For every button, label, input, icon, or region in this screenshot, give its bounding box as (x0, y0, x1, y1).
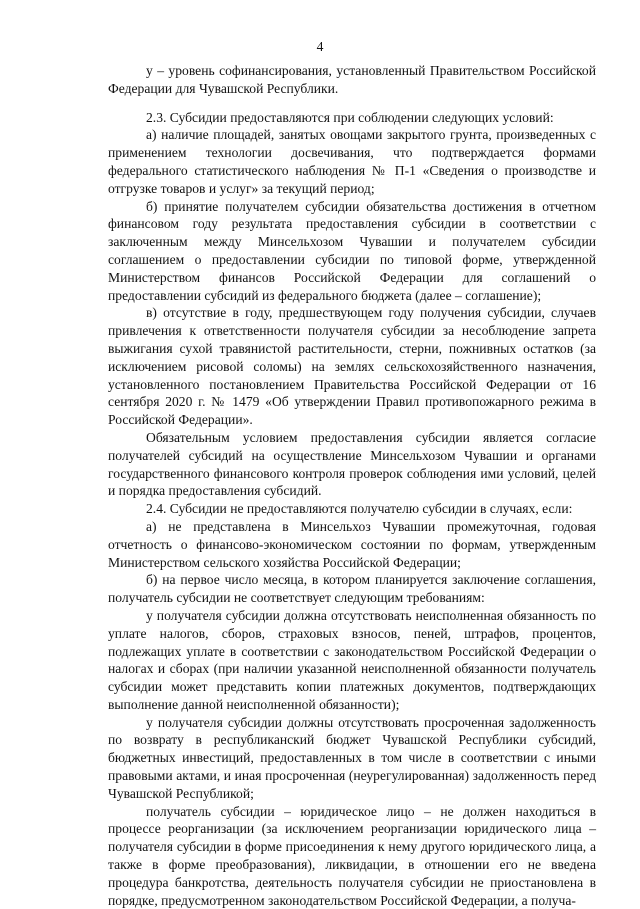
paragraph-2-3-a: а) наличие площадей, занятых овощами закрытого грунта, произведенных с применением технологии досвечивания, что подтверждается формами федерального статистического наблюдения № П-1 «Сведения о производстве и отгрузке товаров и услуг» за текущий период; (108, 127, 596, 196)
paragraph-2-3-v: в) отсутствие в году, предшествующем году получения субсидии, случаев привлечения к ответственности получателя субсидии за несоблюдение запрета выжигания сухой травянистой растительности, стерни, пожнивных остатков (за исключением рисовой соломы) на землях сельскохозяйственного назначения, установленного постановлением Правительства Российской Федерации от 16 сентября 2020 г. № 1479 «Об утверждении Правил противопожарного режима в Российской Федерации». (108, 305, 596, 428)
paragraph-tax-arrears: у получателя субсидии должна отсутствовать неисполненная обязанность по уплате налогов, сборов, страховых взносов, пеней, штрафов, процентов, подлежащих уплате в соответствии с законодательством Российской Федерации о налогах и сборах (при наличии указанной неисполненной обязанности получатель субсидии может представить копии платежных документов, подтверждающих выполнение данной неисполненной обязанности); (108, 607, 596, 712)
paragraph-2-3-b: б) принятие получателем субсидии обязательства достижения в отчетном финансовом году результата предоставления субсидии в соответствии с заключенным между Минсельхозом Чувашии и получателем субсидии соглашением о предоставлении субсидии по типовой форме, утвержденной Министерством финансов Российской Федерации для соглашений о предоставлении субсидий из федерального бюджета (далее – соглашение); (108, 198, 596, 303)
paragraph-2-4-heading: 2.4. Субсидии не предоставляются получателю субсидии в случаях, если: (146, 501, 573, 517)
document-body (108, 62, 596, 909)
paragraph-2-4-b: б) на первое число месяца, в котором планируется заключение соглашения, получатель субсидии не соответствует следующим требованиям: (108, 572, 596, 606)
page-number: 4 (316, 39, 324, 54)
paragraph-budget-arrears: у получателя субсидии должны отсутствовать просроченная задолженность по возврату в республиканский бюджет Чувашской Республики субсидий, бюджетных инвестиций, предоставленных в том числе в соответствии с иными правовыми актами, и иная просроченная (неурегулированная) задолженность перед Чувашской Республикой; (108, 714, 596, 801)
paragraph-mandatory-condition: Обязательным условием предоставления субсидии является согласие получателей субсидий на осуществление Минсельхозом Чувашии и органами государственного финансового контроля проверок соблюдения ими условий, целей и порядка предоставления субсидий. (108, 429, 596, 499)
paragraph-reorganization: получатель субсидии – юридическое лицо – не должен находиться в процессе реорганизации (за исключением реорганизации юридического лица – получателя субсидии в форме присоединения к нему другого юридического лица, а также в форме преобразования), ликвидации, в отношении его не введена процедура банкротства, деятельность получателя субсидии не приостановлена в порядке, предусмотренном законодательством Российской Федерации, а получа- (108, 803, 596, 908)
paragraph-2-3-heading: 2.3. Субсидии предоставляются при соблюдении следующих условий: (146, 109, 554, 125)
paragraph-2-4-a: а) не представлена в Минсельхоз Чувашии промежуточная, годовая отчетность о финансово-экономическом состоянии по формам, утвержденным Министерством сельского хозяйства Российской Федерации; (108, 518, 596, 570)
paragraph-cofinancing-level: y – уровень софинансирования, установленный Правительством Российской Федерации для Чувашской Республики. (108, 63, 596, 96)
